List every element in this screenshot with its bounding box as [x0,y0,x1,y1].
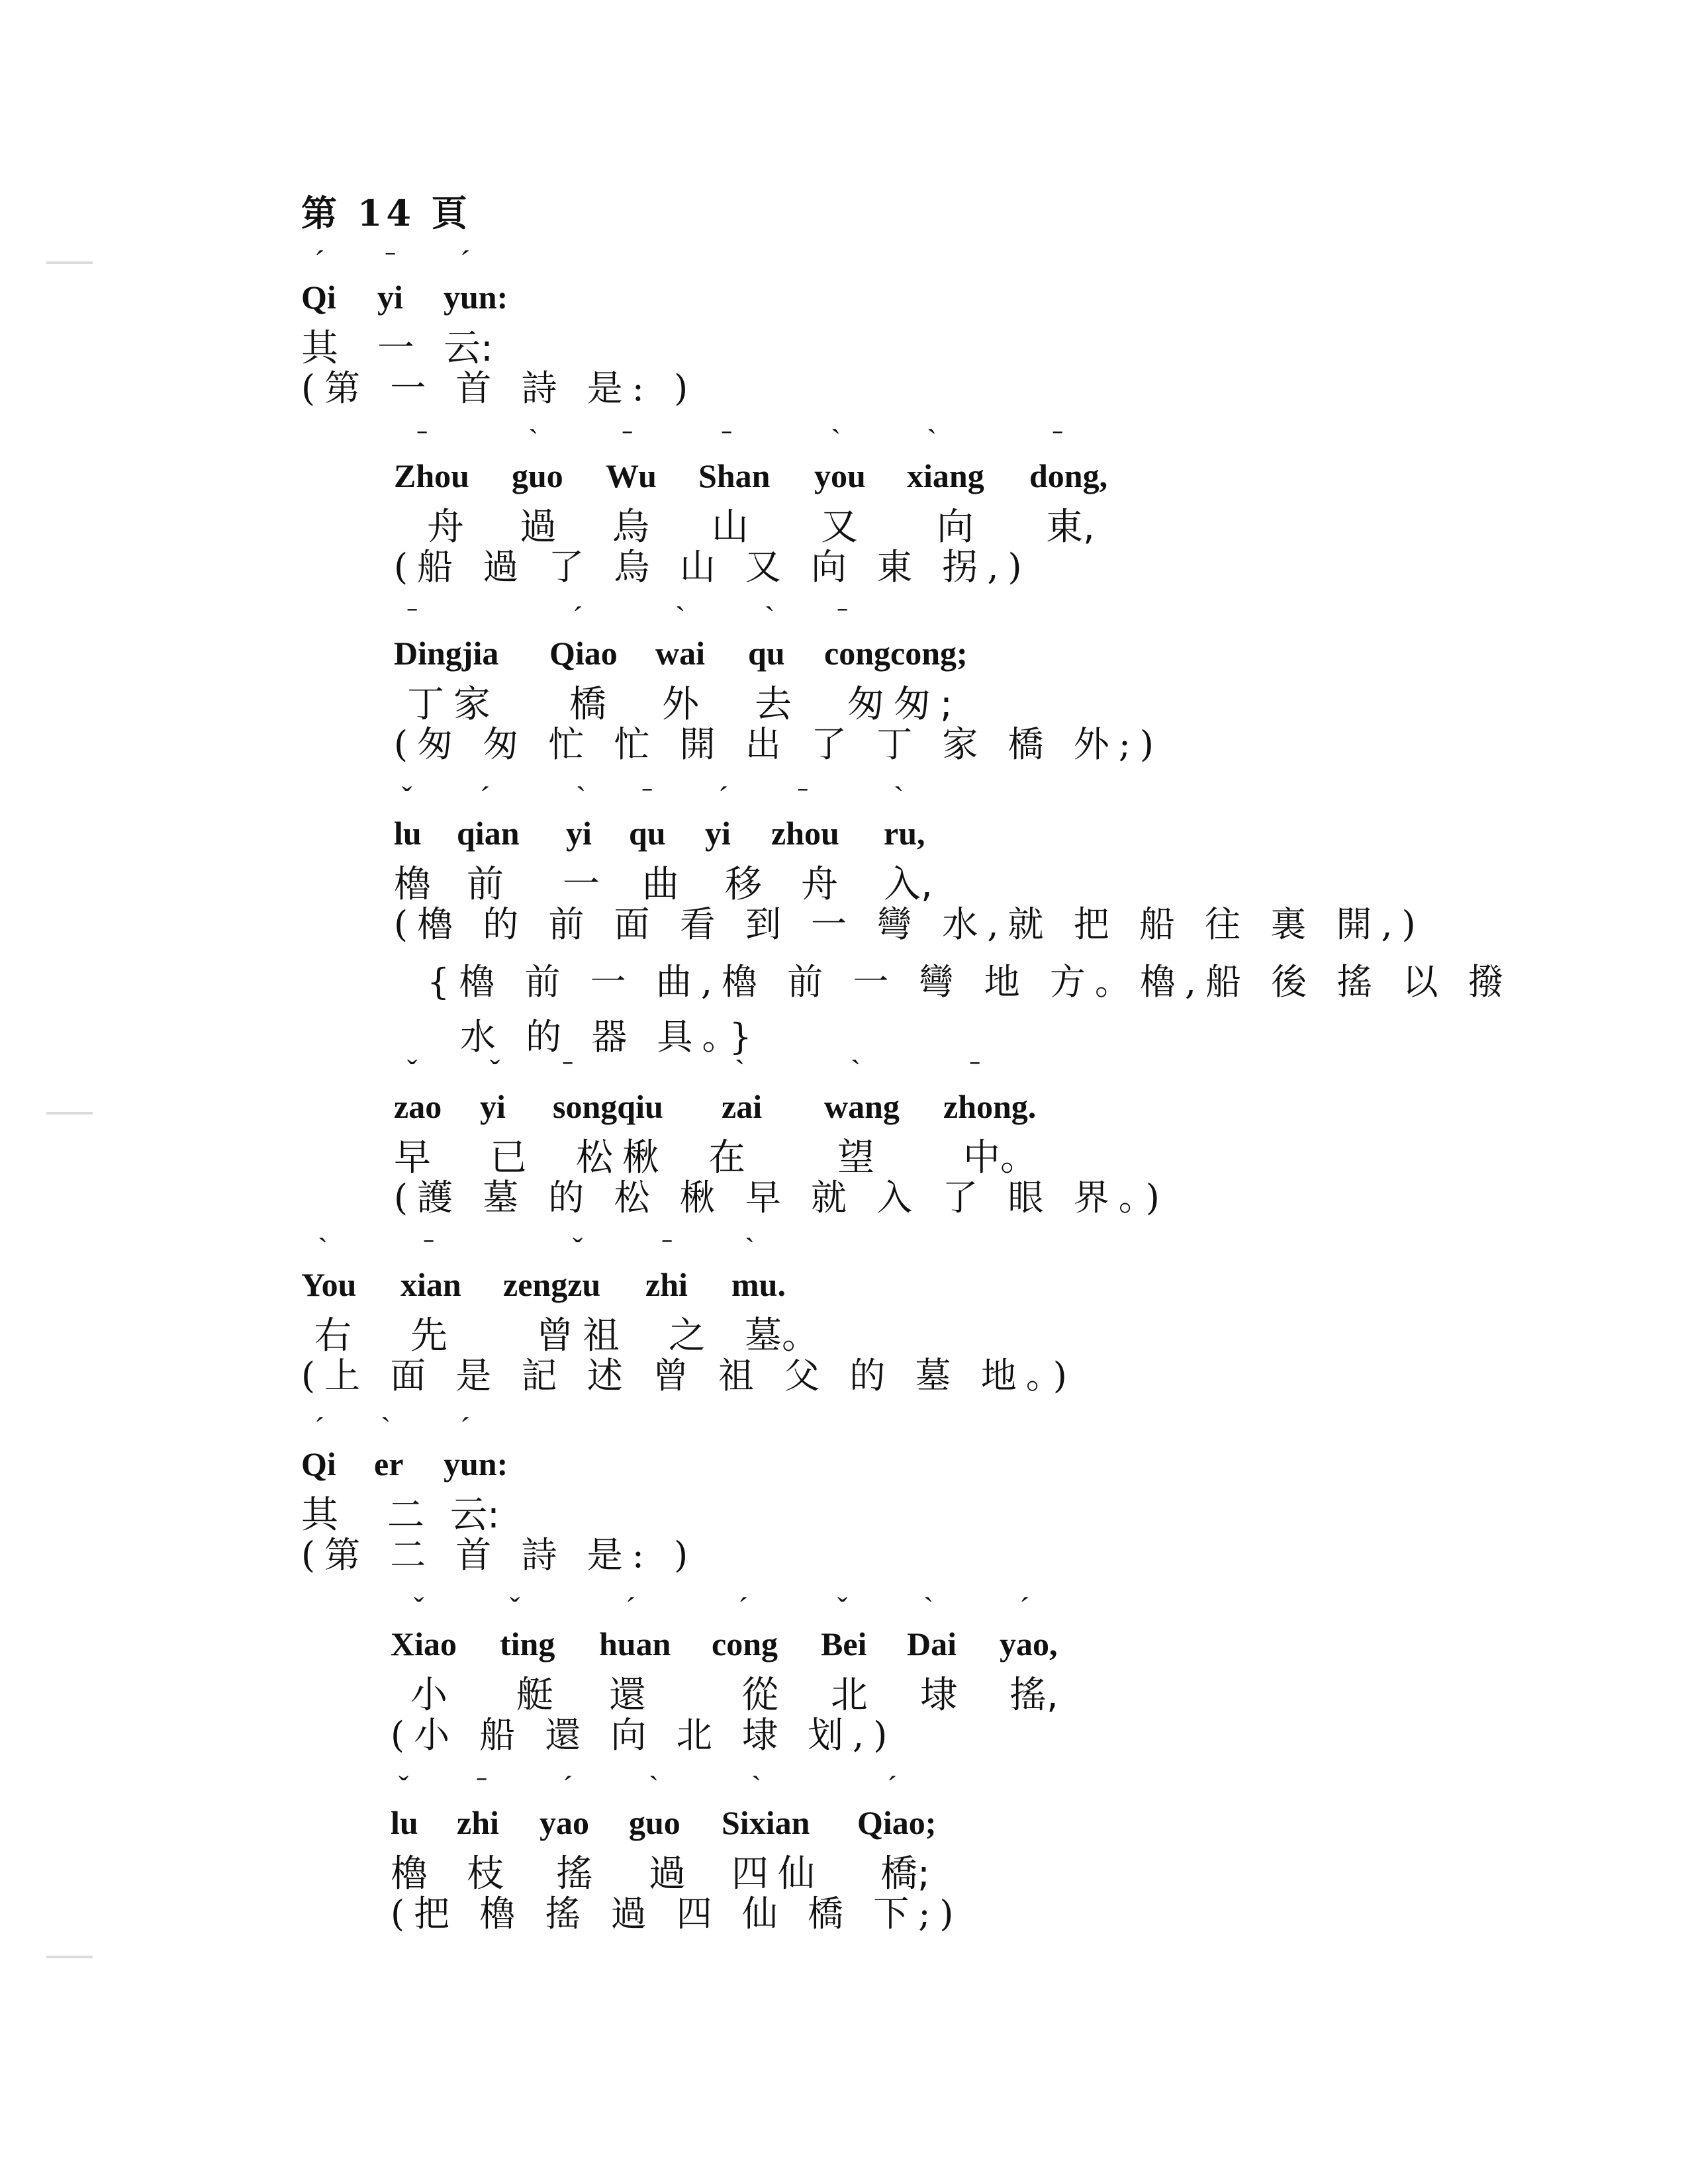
tone-mark: ˉ [642,780,653,814]
hanzi: 墓。 [745,1314,819,1357]
tone-mark: ˉ [407,600,418,634]
hanzi: 二 [387,1494,424,1537]
verse-block [391,1591,1058,1758]
scan-mark [46,1112,93,1115]
tone-mark: ˊ [887,1770,898,1803]
pinyin-syllable: ˇ ting [500,1591,555,1662]
tone-mark: ˇ [402,780,412,814]
pinyin-syllable: ˊ yun: [444,1411,508,1482]
pinyin-line [301,244,697,319]
pinyin-line [301,1411,697,1486]
tone-mark: ˋ [765,600,775,634]
pinyin-line [394,423,1108,498]
hanzi: 搖, [1009,1674,1058,1717]
pinyin-syllable: ˇ Bei [821,1591,867,1662]
hanzi: 橋; [880,1852,930,1895]
pinyin-syllable: ˋ guo [629,1770,680,1841]
scan-mark [46,1956,93,1958]
hanzi: 櫓 [394,863,431,906]
hanzi: 四仙 [731,1852,824,1895]
pinyin-syllable: ˋ Sixian [722,1770,810,1841]
tone-mark: ˊ [460,1411,471,1445]
tone-mark: ˉ [837,600,848,634]
hanzi: 艇 [516,1674,553,1717]
tone-mark: ˉ [477,1770,487,1803]
tone-mark: ˇ [510,1591,520,1625]
tone-mark: ˉ [424,1232,434,1265]
verse-block [394,780,1513,1060]
hanzi: 望 [837,1136,874,1179]
pinyin-line [391,1591,1058,1666]
pinyin-syllable: ˊ Qi [301,1411,336,1482]
paraphrase: (櫓 的 前 面 看 到 一 彎 水,就 把 船 往 裏 開,) [394,903,1425,945]
hanzi: 匆匆; [847,683,962,726]
paraphrase: (第 一 首 詩 是: ) [301,367,698,409]
pinyin-syllable: ˊ yun: [444,244,508,316]
pinyin-syllable: ˉ Wu [606,423,657,494]
tone-mark: ˊ [626,1591,636,1625]
pinyin-syllable: ˉ zhou [771,780,839,852]
tone-mark: ˉ [1053,423,1063,457]
hanzi: 枝 [467,1852,504,1895]
pinyin-syllable: ˇ yi [480,1054,506,1125]
tone-mark: ˇ [573,1232,583,1265]
verse-block [301,1411,698,1578]
hanzi: 烏 [612,506,649,549]
hanzi: 先 [410,1314,447,1357]
pinyin-syllable: ˇ Xiao [391,1591,457,1662]
hanzi: 前 [467,863,504,906]
hanzi: 埭 [920,1674,957,1717]
tone-mark: ˊ [314,1411,325,1445]
tone-mark: ˉ [622,423,633,457]
hanzi: 又 [821,506,858,549]
hanzi: 向 [937,506,974,549]
hanzi: 其 [301,1494,338,1537]
paraphrase: (船 過 了 烏 山 又 向 東 拐,) [394,546,1031,588]
pinyin-syllable: ˊ yao, [1000,1591,1058,1662]
pinyin-syllable: ˉ xian [400,1232,461,1303]
tone-mark: ˊ [573,600,583,634]
tone-mark: ˉ [417,423,428,457]
hanzi-line [301,319,697,370]
pinyin-syllable: ˋ zai [722,1054,763,1125]
tone-mark: ˋ [318,1232,328,1265]
page-header: 第 14 頁 [301,192,471,234]
hanzi: 從 [741,1674,778,1717]
tone-mark: ˋ [381,1411,391,1445]
pinyin-syllable: ˊ huan [599,1591,671,1662]
pinyin-syllable: ˋ yi [566,780,592,852]
pinyin-syllable: ˊ yao [539,1770,589,1841]
verse-block [394,1054,1169,1220]
hanzi: 舟 [801,863,838,906]
hanzi: 還 [609,1674,646,1717]
tone-mark: ˇ [407,1054,418,1087]
pinyin-syllable: ˋ You [301,1232,357,1303]
tone-mark: ˉ [385,244,396,278]
tone-mark: ˊ [460,244,471,278]
hanzi-line [391,1666,1058,1717]
annotation-line: {櫓 前 一 曲,櫓 前 一 彎 地 方。櫓,船 後 搖 以 撥 [427,961,1513,1003]
pinyin-syllable: ˉ dong, [1029,423,1108,494]
paraphrase: (小 船 還 向 北 埭 划,) [391,1714,897,1756]
tone-mark: ˇ [414,1591,424,1625]
pinyin-syllable: ˉ songqiu [553,1054,663,1125]
tone-mark: ˉ [722,423,732,457]
tone-mark: ˋ [894,780,904,814]
tone-mark: ˋ [649,1770,659,1803]
annotation-line: 水 的 器 具。} [460,1016,761,1058]
hanzi: 東, [1046,506,1095,549]
paraphrase: (上 面 是 記 述 曾 祖 父 的 墓 地。) [301,1355,1076,1396]
pinyin-line [394,1054,1169,1128]
hanzi: 山 [712,506,749,549]
hanzi: 已 [490,1136,527,1179]
verse-block [394,423,1108,590]
pinyin-syllable: ˉ Dingjia [394,600,499,672]
tone-mark: ˋ [735,1054,745,1087]
pinyin-syllable: ˊ qian [457,780,520,852]
hanzi: 外 [662,683,699,726]
hanzi-line [394,498,1095,549]
hanzi: 曾祖 [536,1314,629,1357]
pinyin-syllable: ˊ cong [712,1591,778,1662]
tone-mark: ˇ [490,1054,500,1087]
paraphrase: (匆 匆 忙 忙 開 出 了 丁 家 橋 外;) [394,723,1163,765]
paraphrase: (第 二 首 詩 是: ) [301,1534,698,1576]
hanzi: 一 [563,863,600,906]
hanzi: 之 [669,1314,706,1357]
tone-mark: ˋ [745,1232,755,1265]
scan-mark [46,261,93,264]
pinyin-line [394,780,1513,855]
hanzi: 入, [884,863,933,906]
hanzi: 移 [725,863,762,906]
pinyin-syllable: ˇ lu [394,780,422,852]
pinyin-syllable: ˋ guo [512,423,563,494]
pinyin-syllable: ˇ lu [391,1770,418,1841]
tone-mark: ˋ [675,600,686,634]
hanzi: 在 [708,1136,745,1179]
pinyin-line [301,1232,1076,1306]
tone-mark: ˋ [831,423,841,457]
hanzi: 早 [394,1136,431,1179]
hanzi: 曲 [642,863,679,906]
hanzi-line [394,1128,1169,1179]
hanzi-line [394,855,1513,906]
tone-mark: ˇ [837,1591,848,1625]
hanzi: 舟 [427,506,464,549]
tone-mark: ˋ [528,423,539,457]
pinyin-syllable: ˋ ru, [884,780,925,852]
pinyin-syllable: ˉ congcong; [824,600,968,672]
tone-mark: ˋ [576,780,586,814]
pinyin-syllable: ˋ Dai [907,1591,957,1662]
tone-mark: ˋ [851,1054,861,1087]
pinyin-syllable: ˉ qu [629,780,666,852]
hanzi-line [301,1306,1076,1357]
hanzi: 搖 [556,1852,593,1895]
pinyin-syllable: ˉ Zhou [394,423,469,494]
tone-mark: ˊ [563,1770,573,1803]
paraphrase: (把 櫓 搖 過 四 仙 橋 下;) [391,1893,963,1934]
pinyin-syllable: ˇ zao [394,1054,442,1125]
tone-mark: ˋ [927,423,937,457]
pinyin-line [394,600,1163,675]
verse-block [391,1770,963,1936]
pinyin-syllable: ˋ mu. [731,1232,786,1303]
tone-mark: ˊ [718,780,729,814]
verse-block [301,1232,1076,1398]
tone-mark: ˊ [738,1591,749,1625]
pinyin-syllable: ˋ wang [824,1054,900,1125]
pinyin-syllable: ˋ xiang [907,423,984,494]
hanzi-line [301,1486,697,1537]
pinyin-syllable: ˊ Qiao [549,600,618,672]
hanzi: 丁家 [407,683,500,726]
pinyin-syllable: ˊ yi [705,780,731,852]
hanzi-line [394,675,1163,726]
hanzi: 中。 [963,1136,1037,1179]
hanzi: 過 [649,1852,686,1895]
hanzi: 過 [520,506,557,549]
pinyin-syllable: ˉ zhong. [943,1054,1037,1125]
hanzi: 其 [301,327,338,370]
pinyin-syllable: ˋ wai [655,600,705,672]
hanzi-line [391,1844,962,1895]
tone-mark: ˊ [314,244,325,278]
verse-block [394,600,1163,767]
hanzi: 去 [755,683,792,726]
tone-mark: ˊ [480,780,491,814]
hanzi: 松楸 [576,1136,669,1179]
pinyin-syllable: ˇ zengzu [503,1232,601,1303]
hanzi: 櫓 [391,1852,428,1895]
hanzi: 橋 [569,683,606,726]
paraphrase: (護 墓 的 松 楸 早 就 入 了 眼 界。) [394,1177,1169,1218]
tone-mark: ˋ [923,1591,934,1625]
pinyin-syllable: ˊ Qi [301,244,336,316]
tone-mark: ˉ [662,1232,673,1265]
tone-mark: ˉ [798,780,808,814]
tone-mark: ˇ [399,1770,409,1803]
pinyin-line [391,1770,962,1844]
hanzi: 云: [450,1494,500,1537]
pinyin-syllable: ˋ er [374,1411,404,1482]
hanzi: 一 [377,327,414,370]
hanzi: 北 [831,1674,868,1717]
pinyin-syllable: ˉ yi [377,244,403,316]
pinyin-syllable: ˉ zhi [457,1770,499,1841]
hanzi: 右 [314,1314,352,1357]
pinyin-syllable: ˉ Shan [698,423,771,494]
verse-block [301,244,698,411]
tone-mark: ˊ [1019,1591,1030,1625]
tone-mark: ˉ [970,1054,980,1087]
pinyin-syllable: ˊ Qiao; [857,1770,937,1841]
hanzi: 云: [444,327,493,370]
pinyin-syllable: ˋ you [814,423,866,494]
pinyin-syllable: ˋ qu [748,600,785,672]
hanzi: 小 [410,1674,447,1717]
tone-mark: ˉ [563,1054,573,1087]
tone-mark: ˋ [751,1770,762,1803]
pinyin-syllable: ˉ zhi [645,1232,688,1303]
